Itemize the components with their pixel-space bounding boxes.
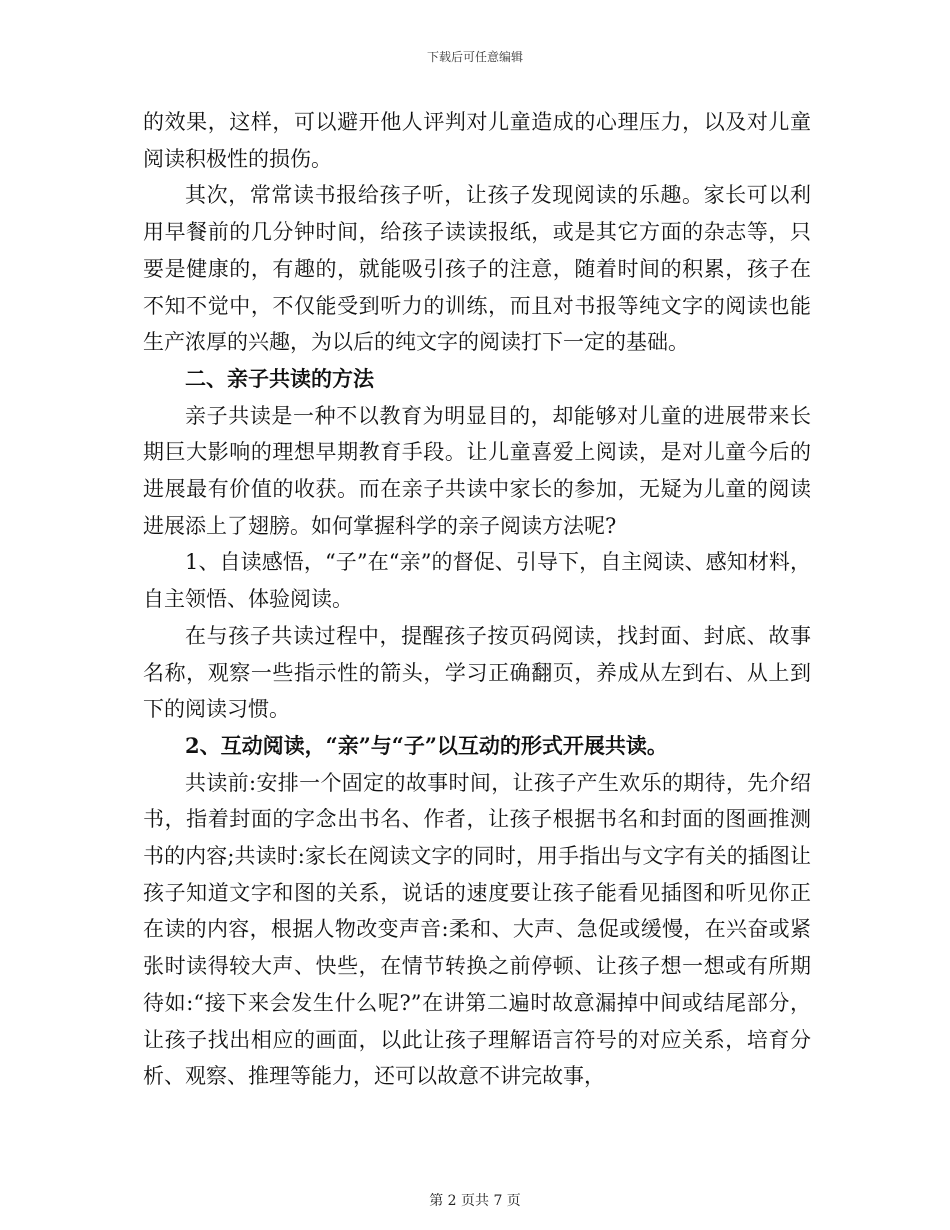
page-footer: 第 2 页共 7 页: [429, 1193, 521, 1209]
page-header: 下载后可任意编辑: [426, 50, 523, 64]
document-body: [143, 104, 811, 1095]
paragraph-4: 1、自读感悟，“子”在“亲”的督促、引导下，自主阅读、感知材料，自主领悟、体验阅读。: [143, 550, 811, 612]
paragraph-6: 共读前:安排一个固定的故事时间，让孩子产生欢乐的期待，先介绍书，指着封面的字念出书名、作者，让孩子根据书名和封面的图画推测书的内容;共读时:家长在阅读文字的同时，用手指出与文字有关的插图让孩子知道文字和图的关系，说话的速度要让孩子能看见插图和听见你正在读的内容，根据人物改变声音:柔和、大声、急促或缓慢，在兴奋或紧张时读得较大声、快些，在情节转换之前停顿、让孩子想一想或有所期待如:“接下来会发生什么呢?”在讲第二遍时故意漏掉中间或结尾部分，让孩子找出相应的画面，以此让孩子理解语言符号的对应关系，培育分析、观察、推理等能力，还可以故意不讲完故事，: [143, 770, 811, 1089]
subheading-2: 2、互动阅读，“亲”与“子”以互动的形式开展共读。: [185, 732, 668, 758]
paragraph-5: 在与孩子共读过程中，提醒孩子按页码阅读，找封面、封底、故事名称，观察一些指示性的箭头，学习正确翻页，养成从左到右、从上到下的阅读习惯。: [143, 623, 811, 722]
section-heading-2: 二、亲子共读的方法: [185, 365, 374, 391]
paragraph-1: 的效果，这样，可以避开他人评判对儿童造成的心理压力，以及对儿童阅读积极性的损伤。: [143, 110, 811, 171]
paragraph-3: 亲子共读是一种不以教育为明显目的，却能够对儿童的进展带来长期巨大影响的理想早期教育手段。让儿童喜爱上阅读，是对儿童今后的进展最有价值的收获。而在亲子共读中家长的参加，无疑为儿童的阅读进展添上了翅膀。如何掌握科学的亲子阅读方法呢?: [143, 403, 811, 538]
paragraph-2: 其次，常常读书报给孩子听，让孩子发现阅读的乐趣。家长可以利用早餐前的几分钟时间，给孩子读读报纸，或是其它方面的杂志等，只要是健康的，有趣的，就能吸引孩子的注意，随着时间的积累，孩子在不知不觉中，不仅能受到听力的训练，而且对书报等纯文字的阅读也能生产浓厚的兴趣，为以后的纯文字的阅读打下一定的基础。: [143, 183, 811, 355]
